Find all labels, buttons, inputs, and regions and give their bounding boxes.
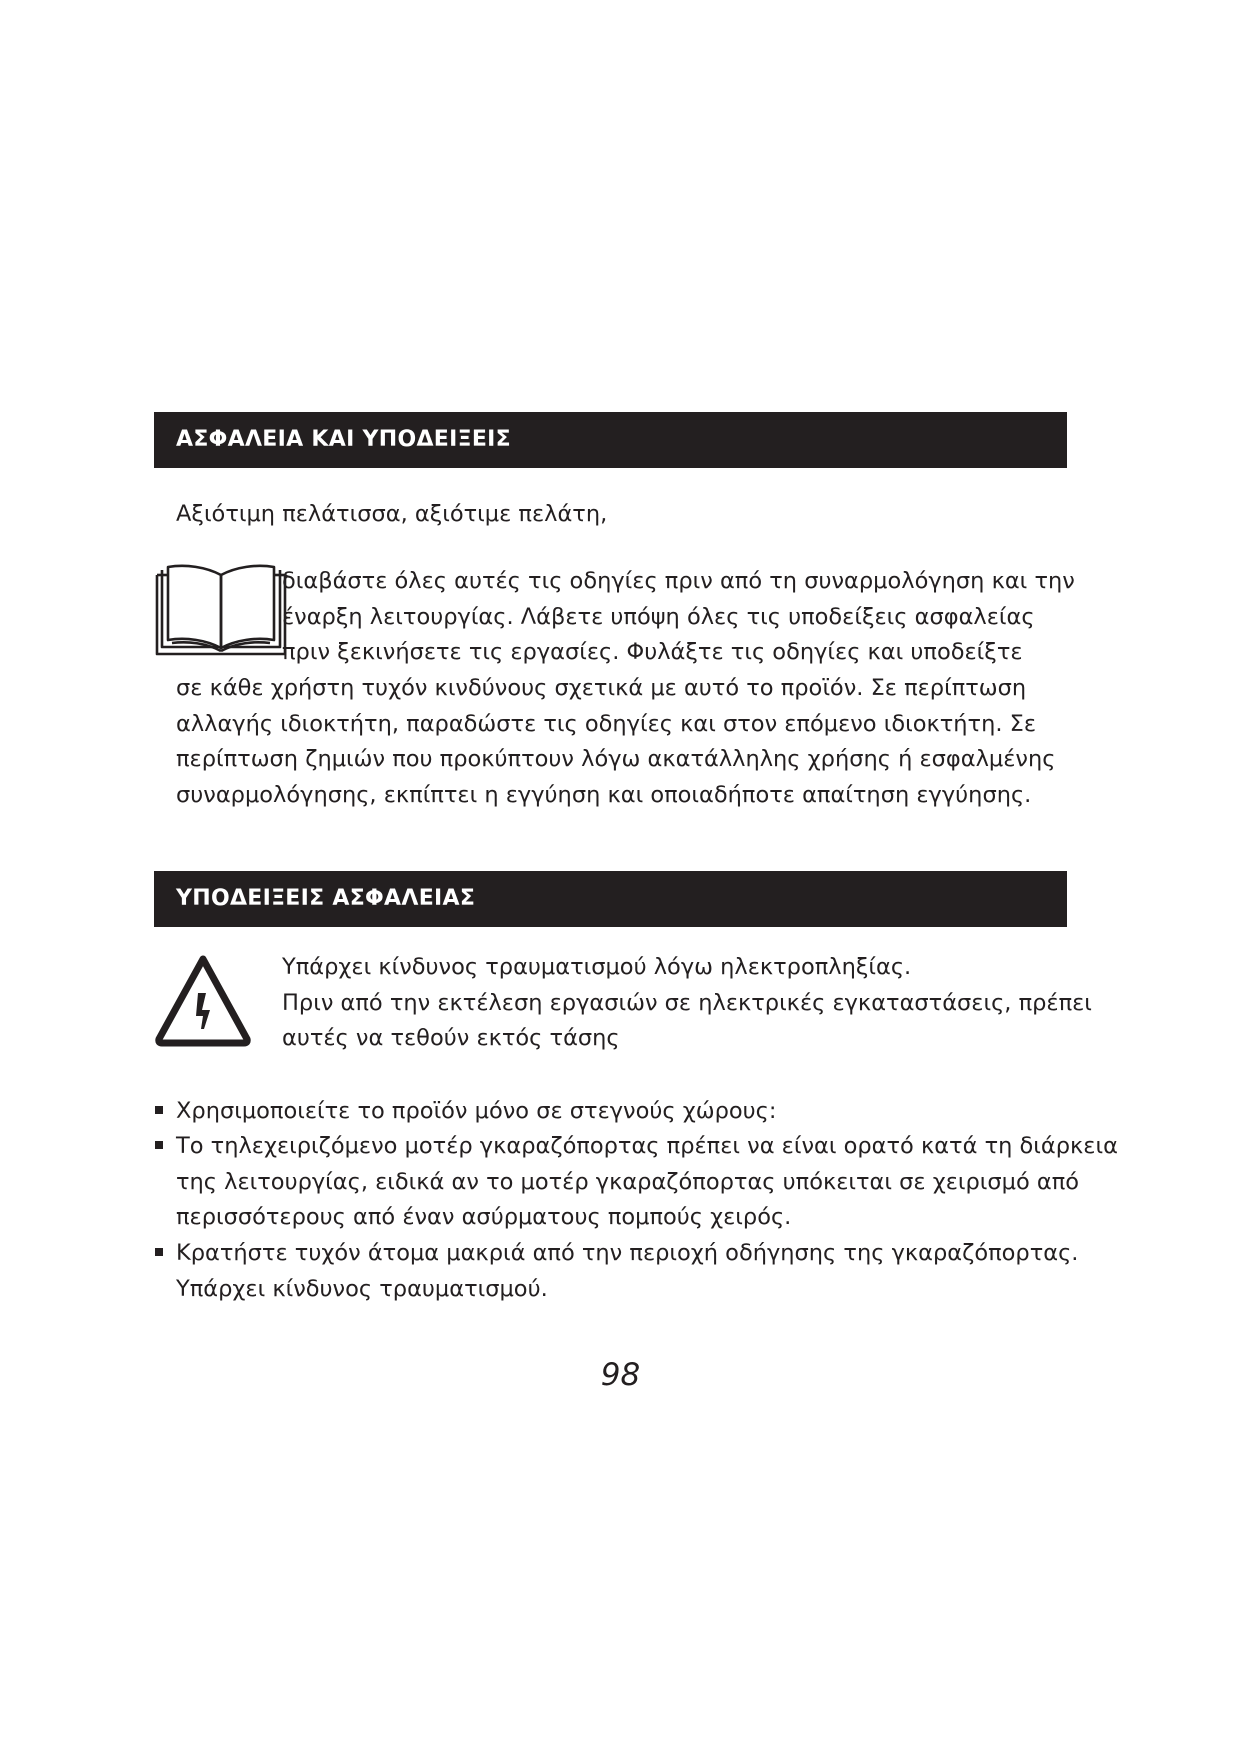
- list-item: Το τηλεχειριζόμενο μοτέρ γκαραζόπορτας πρέπει να είναι ορατό κατά τη διάρκεια: [176, 1133, 1118, 1159]
- list-item: Χρησιμοποιείτε το προϊόν μόνο σε στεγνούς χώρους:: [176, 1098, 777, 1124]
- warning-line: Πριν από την εκτέλεση εργασιών σε ηλεκτρικές εγκαταστάσεις, πρέπει: [282, 990, 1092, 1016]
- warning-line: Υπάρχει κίνδυνος τραυματισμού λόγω ηλεκτροπληξίας.: [282, 954, 912, 980]
- electric-hazard-warning-icon: [154, 953, 252, 1048]
- bullet-marker: [155, 1106, 163, 1114]
- paragraph-line: περίπτωση ζημιών που προκύπτουν λόγω ακατάλληλης χρήσης ή εσφαλμένης: [176, 746, 1056, 772]
- section-heading-safety-notes: ΥΠΟΔΕΙΞΕΙΣ ΑΣΦΑΛΕΙΑΣ: [154, 871, 1067, 927]
- list-item: Κρατήστε τυχόν άτομα μακριά από την περιοχή οδήγησης της γκαραζόπορτας.: [176, 1240, 1079, 1266]
- paragraph-line: διαβάστε όλες αυτές τις οδηγίες πριν από τη συναρμολόγηση και την: [282, 568, 1075, 594]
- paragraph-line: έναρξη λειτουργίας. Λάβετε υπόψη όλες τις υποδείξεις ασφαλείας: [282, 604, 1035, 630]
- paragraph-line: αλλαγής ιδιοκτήτη, παραδώστε τις οδηγίες και στον επόμενο ιδιοκτήτη. Σε: [176, 711, 1037, 737]
- greeting: Αξιότιμη πελάτισσα, αξιότιμε πελάτη,: [176, 501, 608, 527]
- bullet-marker: [155, 1248, 163, 1256]
- section-heading-safety-and-notes: ΑΣΦΑΛΕΙΑ ΚΑΙ ΥΠΟΔΕΙΞΕΙΣ: [154, 412, 1067, 468]
- list-item-continuation: της λειτουργίας, ειδικά αν το μοτέρ γκαραζόπορτας υπόκειται σε χειρισμό από: [176, 1169, 1080, 1195]
- list-item-continuation: Υπάρχει κίνδυνος τραυματισμού.: [176, 1276, 548, 1302]
- list-item-continuation: περισσότερους από έναν ασύρματους πομπούς χειρός.: [176, 1204, 792, 1230]
- page-number: 98: [600, 1357, 641, 1393]
- bullet-marker: [155, 1141, 163, 1149]
- paragraph-line: πριν ξεκινήσετε τις εργασίες. Φυλάξτε τις οδηγίες και υποδείξτε: [282, 639, 1023, 665]
- paragraph-line: συναρμολόγησης, εκπίπτει η εγγύηση και οποιαδήποτε απαίτηση εγγύησης.: [176, 782, 1032, 808]
- warning-line: αυτές να τεθούν εκτός τάσης: [282, 1025, 620, 1051]
- paragraph-line: σε κάθε χρήστη τυχόν κινδύνους σχετικά με αυτό το προϊόν. Σε περίπτωση: [176, 675, 1027, 701]
- open-book-icon: [154, 563, 288, 658]
